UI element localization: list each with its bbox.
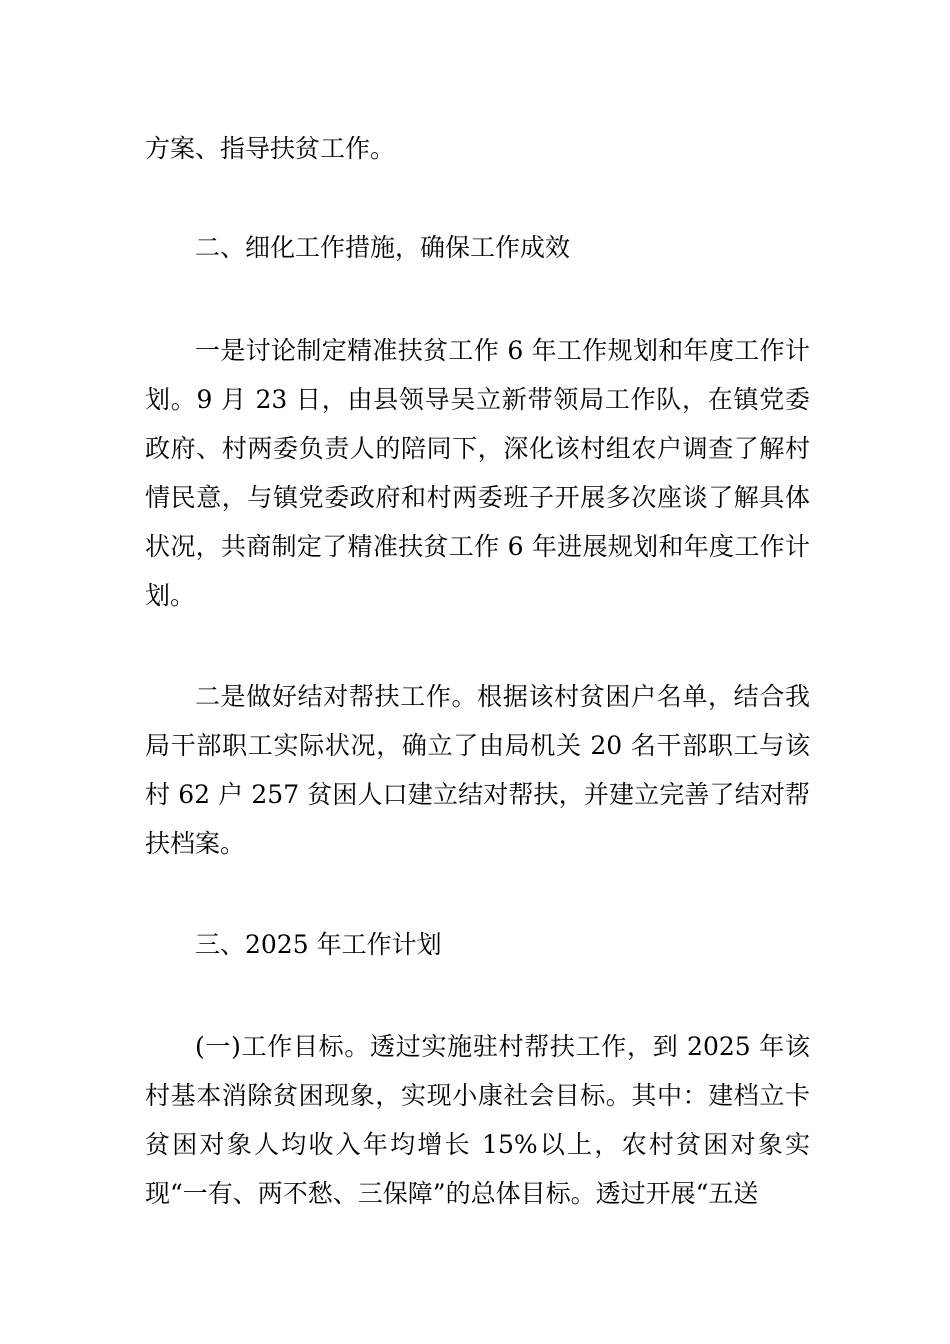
paragraph-continuation: 方案、指导扶贫工作。	[145, 134, 396, 163]
paragraph-planning: 一是讨论制定精准扶贫工作 6 年工作规划和年度工作计划。9 月 23 日，由县领导吴立新带领局工作队，在镇党委政府、村两委负责人的陪同下，深化该村组农户调查了解村情民意，与镇党委政府和村两委班子开展多次座谈了解具体状况，共商制定了精准扶贫工作 6 年进展规划和年度工作计划。	[145, 336, 810, 610]
paragraph-pairing-support: 二是做好结对帮扶工作。根据该村贫困户名单，结合我局干部职工实际状况，确立了由局机关 20 名干部职工与该村 62 户 257 贫困人口建立结对帮扶，并建立完善了结对帮扶档案。	[145, 682, 810, 858]
paragraph-work-goals: (一)工作目标。透过实施驻村帮扶工作，到 2025 年该村基本消除贫困现象，实现小康社会目标。其中：建档立卡贫困对象人均收入年均增长 15%以上，农村贫困对象实现“一有、两不愁、三保障”的总体目标。透过开展“五送	[145, 1032, 810, 1208]
section-heading-2: 二、细化工作措施，确保工作成效	[195, 233, 571, 262]
section-heading-3: 三、2025 年工作计划	[195, 930, 442, 959]
